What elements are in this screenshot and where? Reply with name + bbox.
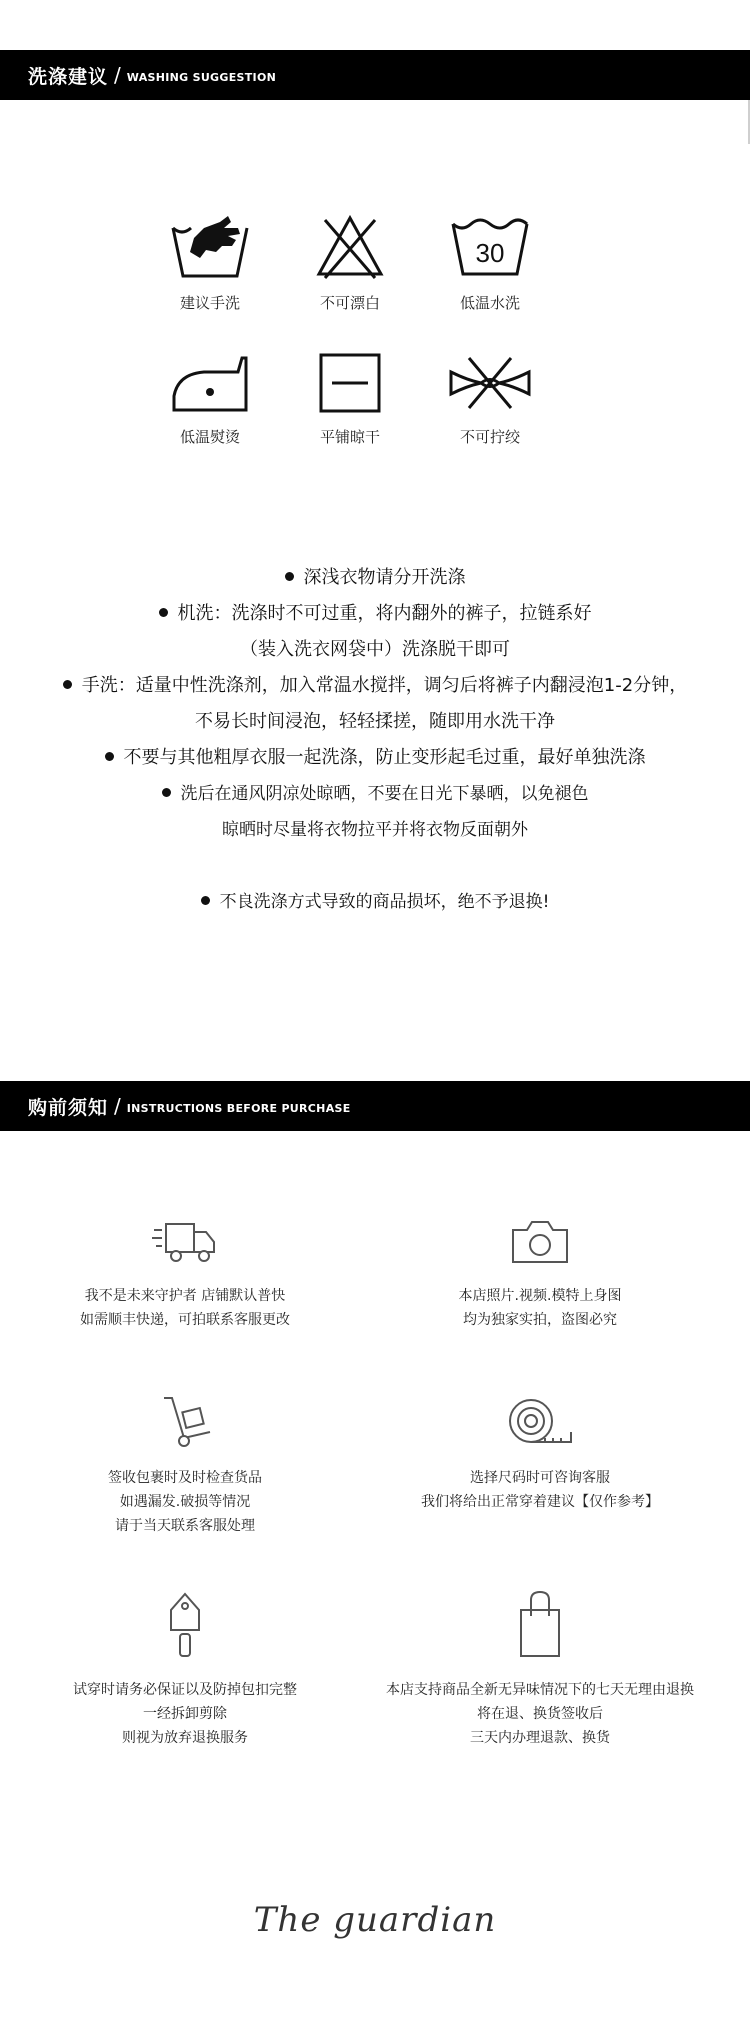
bullet xyxy=(162,788,171,797)
washing-note: 机洗：洗涤时不可过重，将内翻外的裤子，拉链系好 xyxy=(0,599,750,625)
care-item-hand-wash xyxy=(150,214,270,313)
washing-note: 晾晒时尽量将衣物拉平并将衣物反面朝外 xyxy=(222,820,528,840)
purchase-title-cn: 购前须知 xyxy=(28,1096,109,1119)
purchase-item-inspection xyxy=(5,1394,365,1538)
purchase-line: 一经拆卸剪除 xyxy=(143,1706,227,1722)
washing-note: 手洗：适量中性洗涤剂，加入常温水搅拌，调匀后将裤子内翻浸泡1-2分钟， xyxy=(0,671,750,697)
washing-warning: 不良洗涤方式导致的商品损坏，绝不予退换! xyxy=(0,887,750,912)
shopping-bag-icon xyxy=(515,1590,565,1660)
purchase-line: 签收包裹时及时检查货品 xyxy=(108,1470,262,1486)
purchase-line: 均为独家实拍，盗图必究 xyxy=(463,1312,617,1328)
wash-30-icon xyxy=(450,214,530,280)
purchase-line: 本店支持商品全新无异味情况下的七天无理由退换 xyxy=(386,1682,694,1698)
purchase-section-header xyxy=(0,1081,750,1131)
washing-note: 洗后在通风阴凉处晾晒，不要在日光下暴晒，以免褪色 xyxy=(0,779,750,804)
bullet xyxy=(285,572,294,581)
washing-note: 不易长时间浸泡，轻轻揉搓，随即用水洗干净 xyxy=(195,711,555,732)
care-label: 低温熨烫 xyxy=(179,428,240,446)
purchase-item-sizing xyxy=(360,1394,720,1514)
washing-title-en: WASHING SUGGESTION xyxy=(126,71,277,84)
no-wring-icon xyxy=(447,352,533,414)
purchase-line: 选择尺码时可咨询客服 xyxy=(470,1470,610,1486)
purchase-line: 请于当天联系客服处理 xyxy=(115,1518,255,1534)
wash-temperature: 30 xyxy=(475,238,505,268)
title-separator: / xyxy=(114,63,121,87)
care-label: 平铺晾干 xyxy=(319,428,380,446)
purchase-line: 本店照片.视频.模特上身图 xyxy=(458,1288,622,1304)
care-item-no-wring xyxy=(430,352,550,447)
care-item-wash-30 xyxy=(430,214,550,313)
care-item-no-bleach xyxy=(290,214,410,313)
dry-flat-icon xyxy=(318,352,382,414)
bullet xyxy=(159,608,168,617)
purchase-line: 试穿时请务必保证以及防掉包扣完整 xyxy=(73,1682,297,1698)
brand-signature: The guardian xyxy=(253,1900,497,1940)
camera-icon xyxy=(505,1218,575,1266)
no-bleach-icon xyxy=(315,214,385,280)
purchase-line: 我们将给出正常穿着建议【仅作参考】 xyxy=(421,1494,659,1510)
purchase-item-returns xyxy=(360,1590,720,1750)
washing-note: （装入洗衣网袋中）洗涤脱干即可 xyxy=(240,639,510,660)
care-label: 建议手洗 xyxy=(179,294,240,312)
purchase-line: 我不是未来守护者 店铺默认普快 xyxy=(84,1288,286,1304)
purchase-title-en: INSTRUCTIONS BEFORE PURCHASE xyxy=(126,1102,351,1115)
care-item-low-iron xyxy=(150,352,270,447)
washing-title-cn: 洗涤建议 xyxy=(28,65,109,88)
washing-note: 不要与其他粗厚衣服一起洗涤，防止变形起毛过重，最好单独洗涤 xyxy=(0,743,750,769)
hang-tag-icon xyxy=(165,1590,205,1660)
purchase-item-tag xyxy=(5,1590,365,1750)
title-separator: / xyxy=(114,1094,121,1118)
purchase-item-photos xyxy=(360,1218,720,1332)
purchase-line: 三天内办理退款、换货 xyxy=(470,1730,610,1746)
washing-note: 深浅衣物请分开洗涤 xyxy=(0,563,750,589)
purchase-line: 如需顺丰快递，可拍联系客服更改 xyxy=(80,1312,290,1328)
bullet xyxy=(63,680,72,689)
hand-wash-icon xyxy=(170,214,250,280)
hand-truck-icon xyxy=(150,1394,220,1448)
care-item-dry-flat xyxy=(290,352,410,447)
low-iron-icon xyxy=(170,352,250,414)
purchase-line: 将在退、换货签收后 xyxy=(477,1706,603,1722)
bullet xyxy=(105,752,114,761)
care-label: 低温水洗 xyxy=(459,294,520,312)
washing-section-header xyxy=(0,50,750,100)
care-label: 不可拧绞 xyxy=(459,428,520,446)
purchase-item-shipping xyxy=(5,1218,365,1332)
care-label: 不可漂白 xyxy=(319,294,380,312)
purchase-line: 则视为放弃退换服务 xyxy=(122,1730,248,1746)
truck-icon xyxy=(150,1218,220,1266)
tape-measure-icon xyxy=(505,1394,575,1448)
purchase-line: 如遇漏发.破损等情况 xyxy=(119,1494,251,1510)
bullet xyxy=(201,896,210,905)
